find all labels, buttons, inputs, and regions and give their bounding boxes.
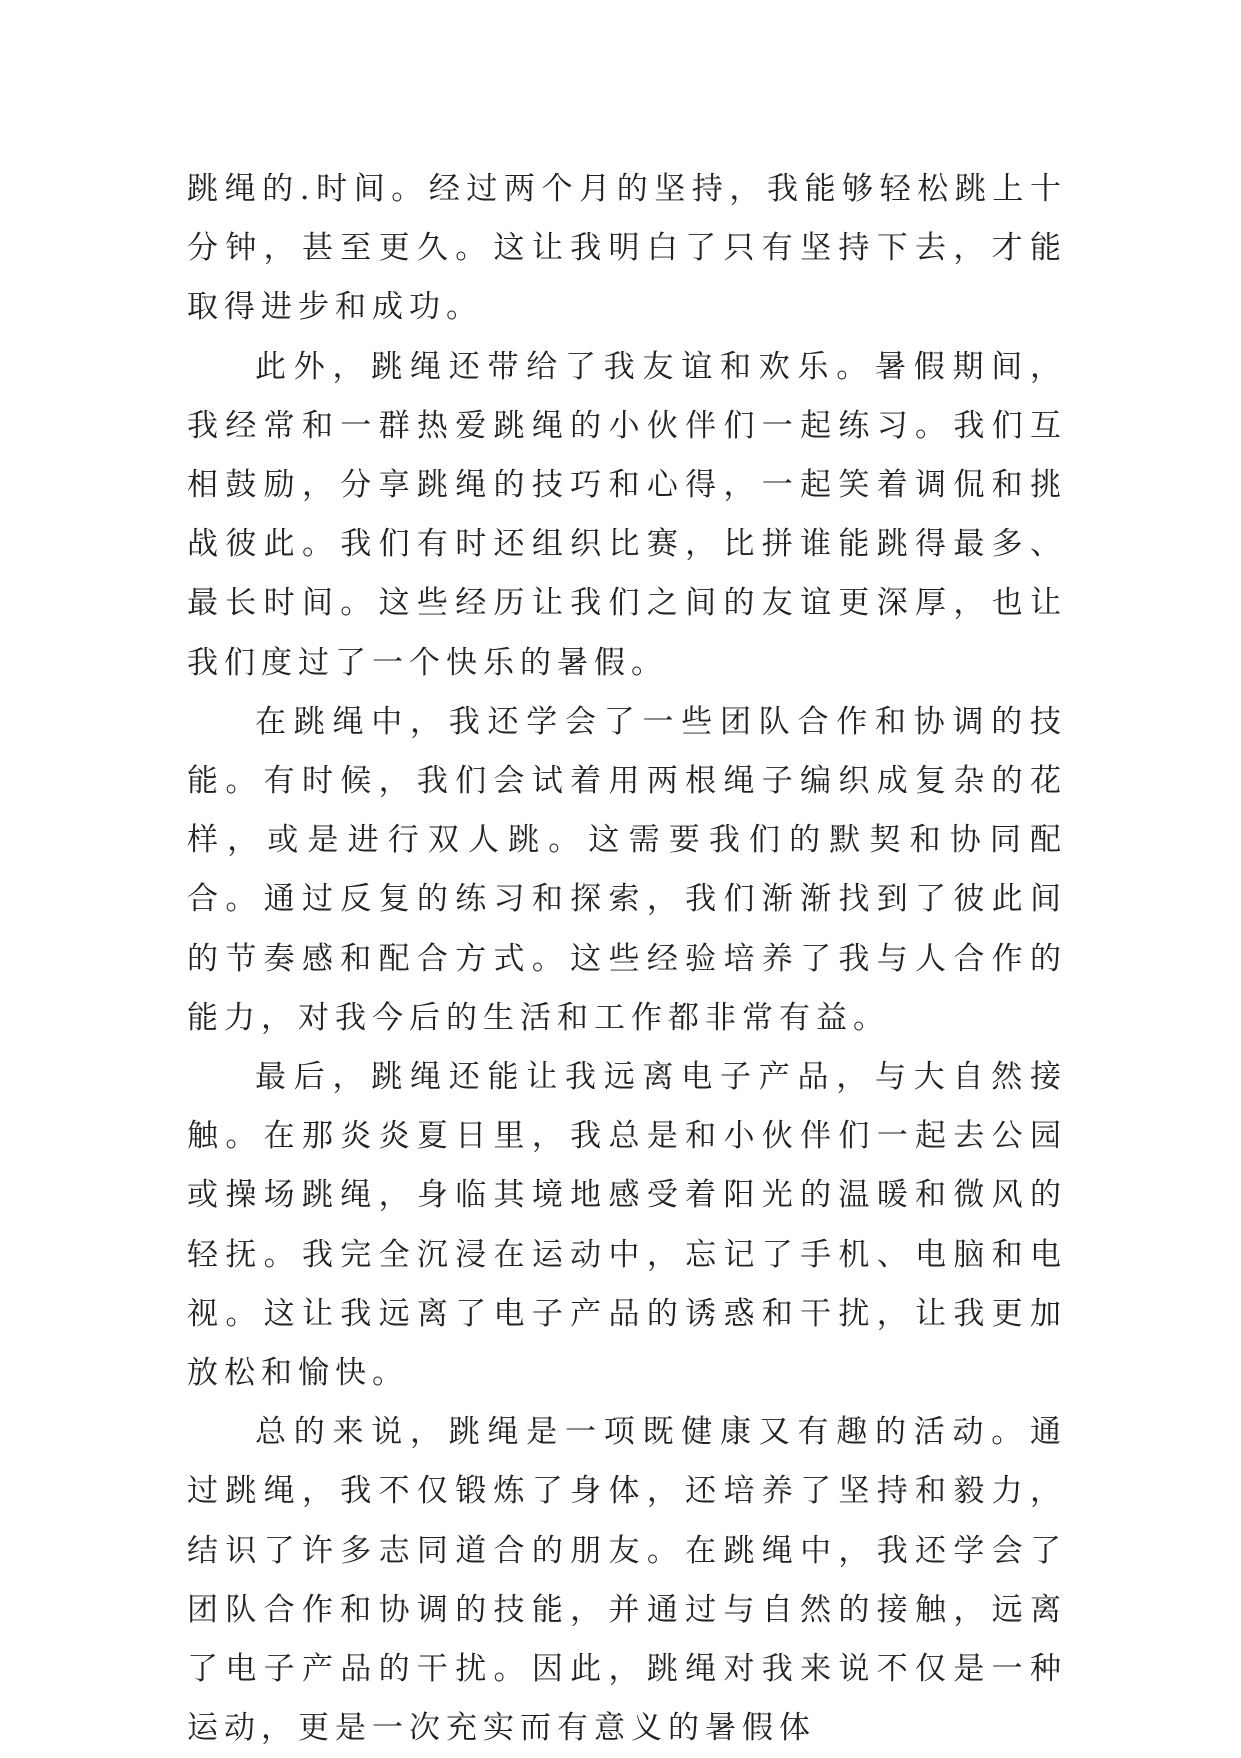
paragraph-4: 最后，跳绳还能让我远离电子产品，与大自然接触。在那炎炎夏日里，我总是和小伙伴们一起去公园或操场跳绳，身临其境地感受着阳光的温暖和微风的轻抚。我完全沉浸在运动中，忘记了手机、电脑和电视。这让我远离了电子产品的诱惑和干扰，让我更加放松和愉快。	[187, 1059, 1067, 1392]
paragraph-2: 此外，跳绳还带给了我友谊和欢乐。暑假期间，我经常和一群热爱跳绳的小伙伴们一起练习。我们互相鼓励，分享跳绳的技巧和心得，一起笑着调侃和挑战彼此。我们有时还组织比赛，比拼谁能跳得最多、最长时间。这些经历让我们之间的友谊更深厚，也让我们度过了一个快乐的暑假。	[187, 348, 1067, 681]
paragraph-3: 在跳绳中，我还学会了一些团队合作和协调的技能。有时候，我们会试着用两根绳子编织成复杂的花样，或是进行双人跳。这需要我们的默契和协同配合。通过反复的练习和探索，我们渐渐找到了彼此间的节奏感和配合方式。这些经验培养了我与人合作的能力，对我今后的生活和工作都非常有益。	[187, 703, 1067, 1036]
document-body	[187, 160, 1067, 1758]
paragraph-1: 跳绳的.时间。经过两个月的坚持，我能够轻松跳上十分钟，甚至更久。这让我明白了只有坚持下去，才能取得进步和成功。	[187, 171, 1067, 326]
paragraph-5: 总的来说，跳绳是一项既健康又有趣的活动。通过跳绳，我不仅锻炼了身体，还培养了坚持和毅力，结识了许多志同道合的朋友。在跳绳中，我还学会了团队合作和协调的技能，并通过与自然的接触，远离了电子产品的干扰。因此，跳绳对我来说不仅是一种运动，更是一次充实而有意义的暑假体	[187, 1414, 1067, 1747]
